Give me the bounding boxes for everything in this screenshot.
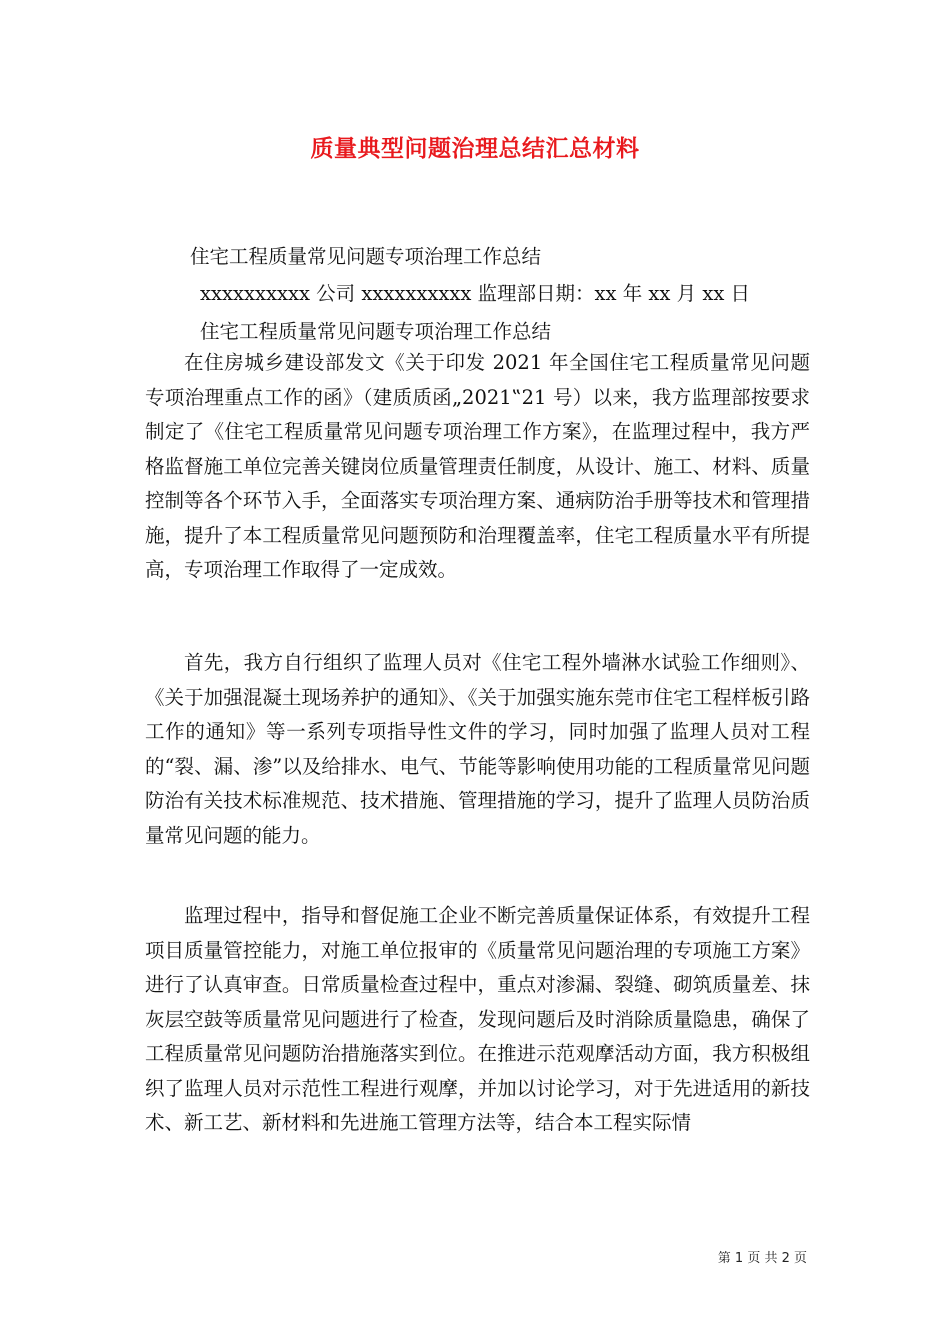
paragraph-intro: 在住房城乡建设部发文《关于印发 2021 年全国住宅工程质量常见问题专项治理重点工作的函》（建质质函„2021‟21 号）以来，我方监理部按要求制定了《住宅工程质量常见问题专项治理工作方案》，在监理过程中，我方严格监督施工单位完善关键岗位质量管理责任制度，从设计、施工、材料、质量控制等各个环节入手，全面落实专项治理方案、通病防治手册等技术和管理措施，提升了本工程质量常见问题预防和治理覆盖率，住宅工程质量水平有所提高，专项治理工作取得了一定成效。	[145, 351, 810, 581]
document-title: 质量典型问题治理总结汇总材料	[310, 135, 640, 162]
document-subtitle-repeat: 住宅工程质量常见问题专项治理工作总结	[200, 320, 552, 343]
document-byline: xxxxxxxxxx 公司 xxxxxxxxxx 监理部日期：xx 年 xx 月 xx 日	[200, 282, 751, 305]
paragraph-training: 首先，我方自行组织了监理人员对《住宅工程外墙淋水试验工作细则》、《关于加强混凝土现场养护的通知》、《关于加强实施东莞市住宅工程样板引路工作的通知》等一系列专项指导性文件的学习，同时加强了监理人员对工程的“裂、漏、渗”以及给排水、电气、节能等影响使用功能的工程质量常见问题防治有关技术标准规范、技术措施、管理措施的学习，提升了监理人员防治质量常见问题的能力。	[145, 651, 810, 847]
paragraph-supervision: 监理过程中，指导和督促施工企业不断完善质量保证体系，有效提升工程项目质量管控能力，对施工单位报审的《质量常见问题治理的专项施工方案》进行了认真审查。日常质量检查过程中，重点对渗漏、裂缝、砌筑质量差、抹灰层空鼓等质量常见问题进行了检查，发现问题后及时消除质量隐患，确保了工程质量常见问题防治措施落实到位。在推进示范观摩活动方面，我方积极组织了监理人员对示范性工程进行观摩，并加以讨论学习，对于先进适用的新技术、新工艺、新材料和先进施工管理方法等，结合本工程实际情	[145, 904, 810, 1134]
page-number: 第 1 页 共 2 页	[717, 1251, 807, 1266]
document-subtitle: 住宅工程质量常见问题专项治理工作总结	[190, 245, 542, 268]
